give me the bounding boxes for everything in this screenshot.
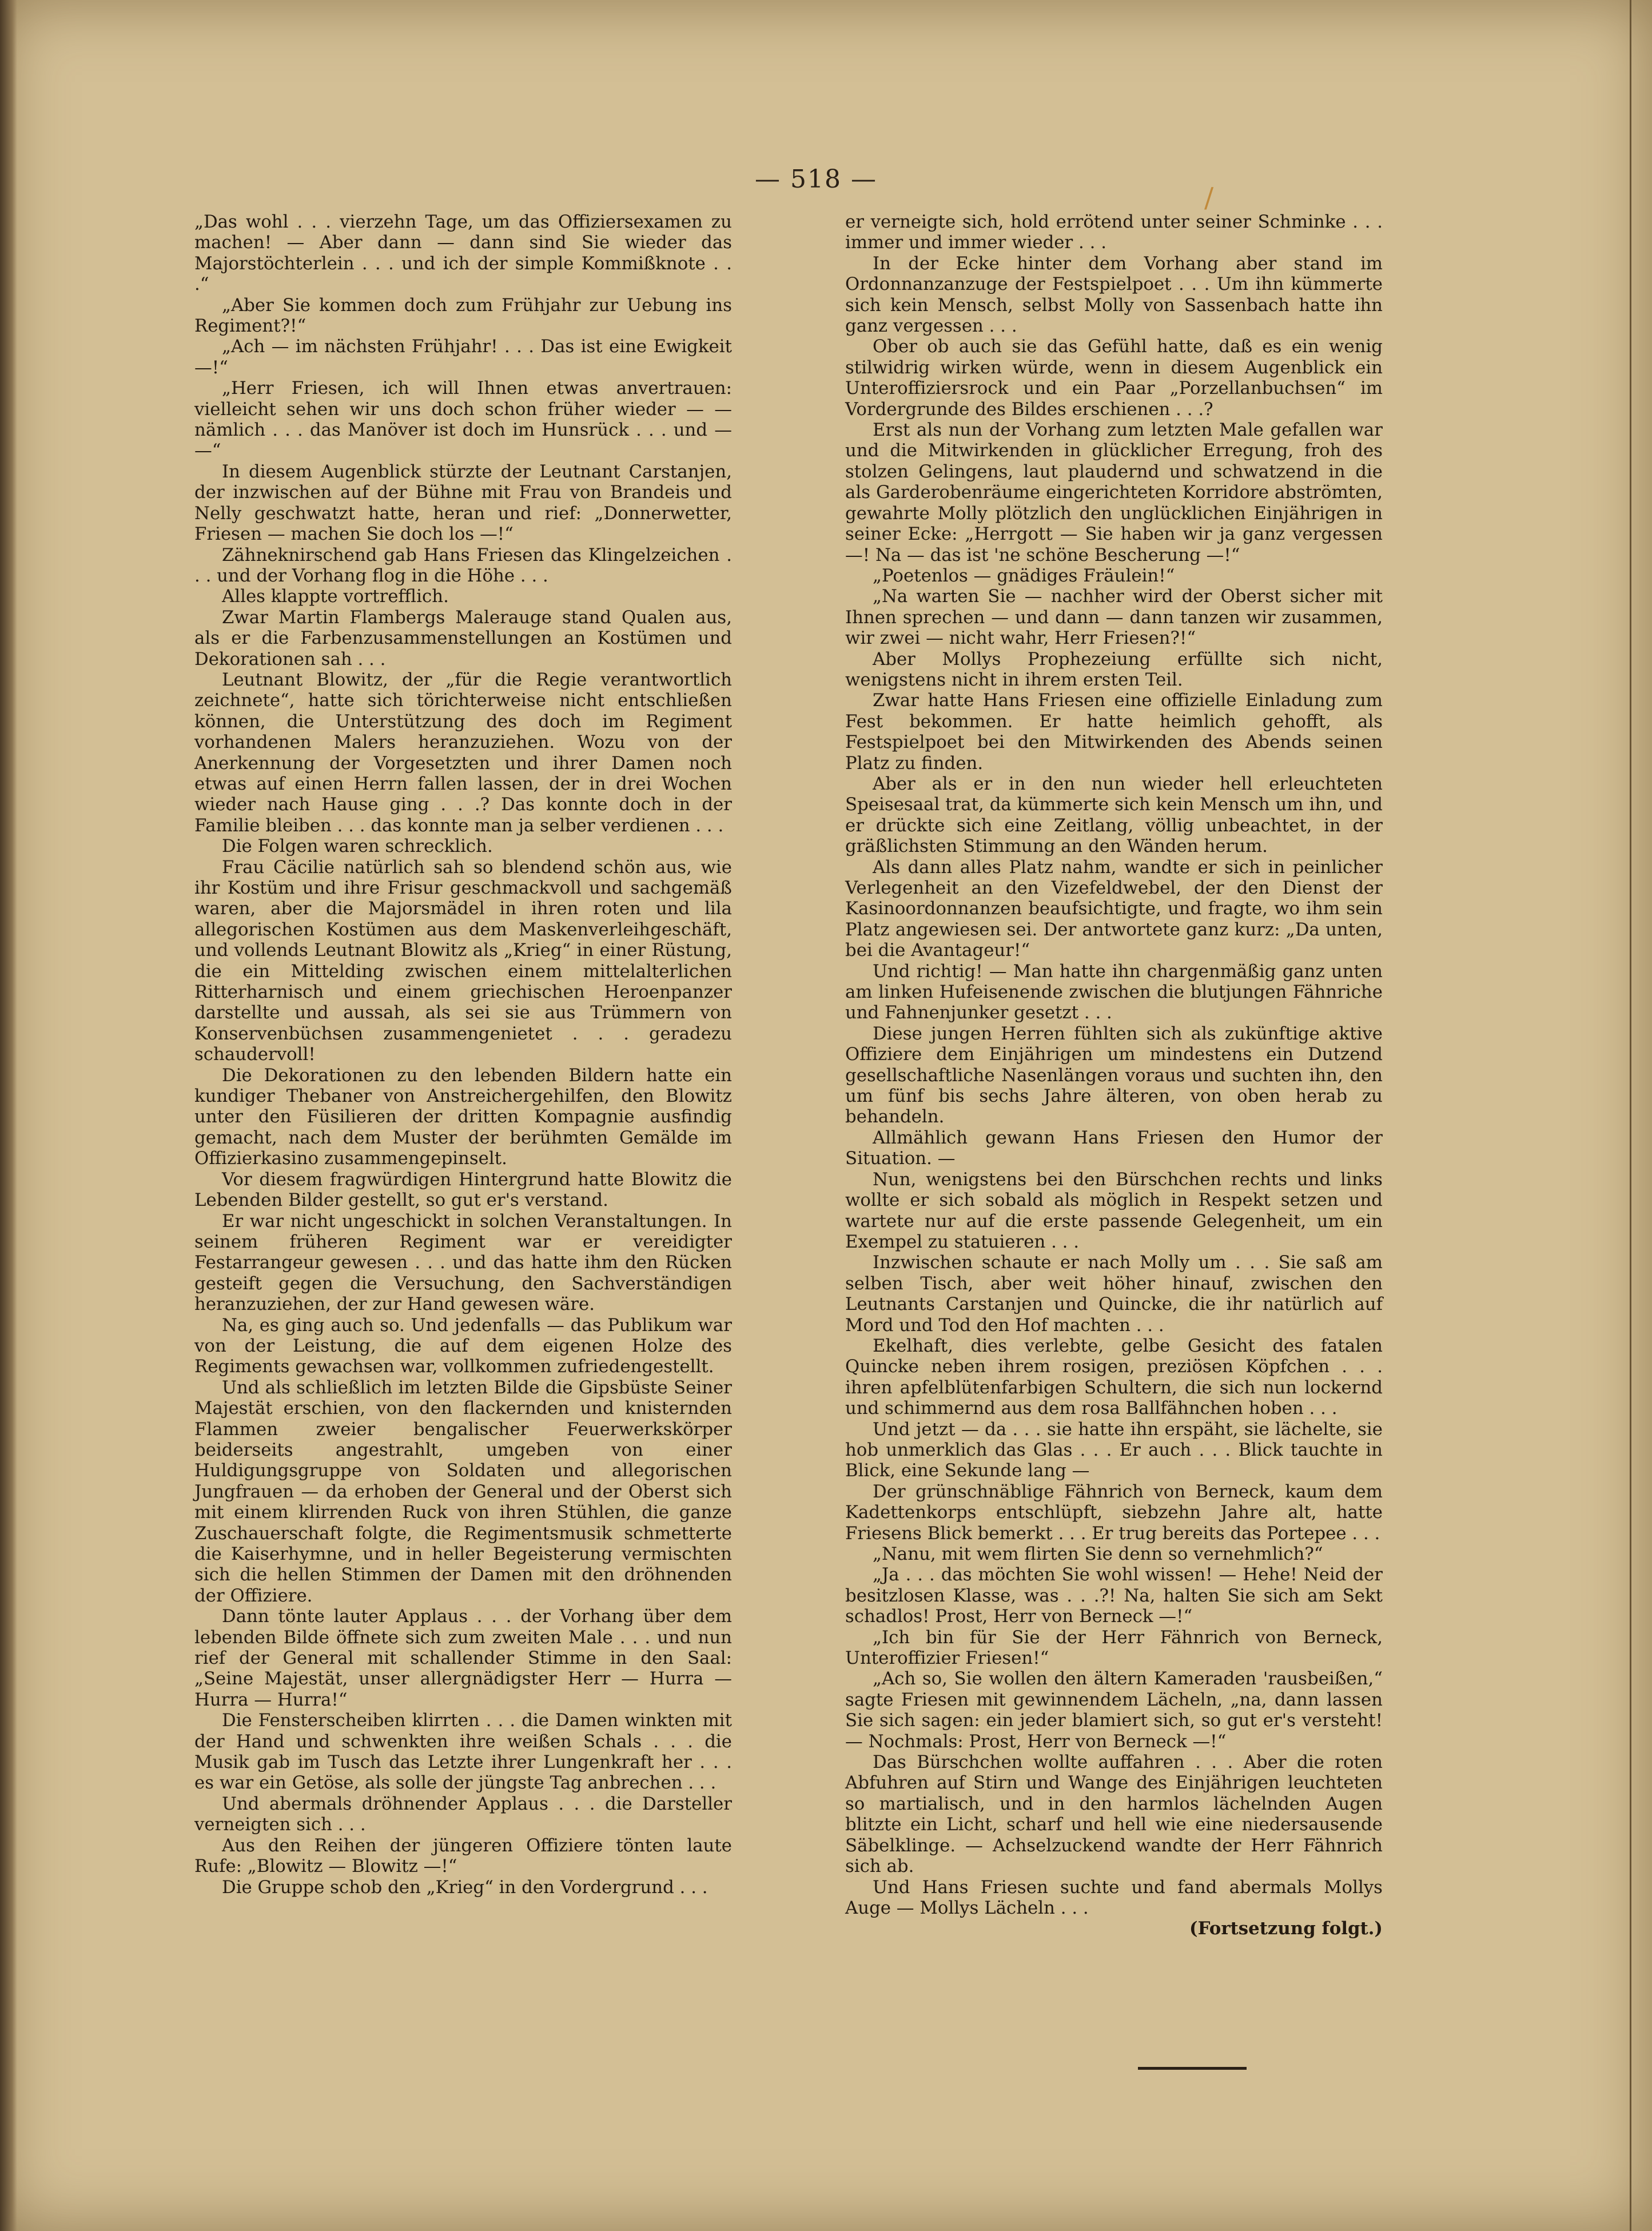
paragraph: „Poetenlos — gnädiges Fräulein!“ [873,565,1175,586]
paragraph: Die Gruppe schob den „Krieg“ in den Vordergrund . . . [222,1877,708,1898]
paragraph: Und jetzt — da . . . sie hatte ihn erspäht, sie lächelte, sie hob unmerklich das Glas . . . Er auch . . . Blick tauchte in Blick, eine Sekunde lang — [845,1419,1383,1481]
right-column [845,212,1383,1939]
paragraph: Ober ob auch sie das Gefühl hatte, daß es ein wenig stilwidrig wirken würde, wenn in diesem Augenblick ein Unteroffiziersrock und ein Paar „Porzellanbuchsen“ im Vordergrunde des Bildes erschienen . . .? [845,336,1383,420]
left-column [194,212,732,1898]
page-number: — 518 — [755,165,877,194]
paragraph: „Nanu, mit wem flirten Sie denn so vernehmlich?“ [873,1544,1323,1564]
paragraph: Aus den Reihen der jüngeren Offiziere tönten laute Rufe: „Blowitz — Blowitz —!“ [194,1835,732,1877]
paragraph: Die Fensterscheiben klirrten . . . die Damen winkten mit der Hand und schwenkten ihre weißen Schals . . . die Musik gab im Tusch das Letzte ihrer Lungenkraft her . . . es war ein Getöse, als solle der jüngste Tag anbrechen . . . [194,1710,732,1794]
paragraph: Frau Cäcilie natürlich sah so blendend schön aus, wie ihr Kostüm und ihre Frisur geschmackvoll und sachgemäß waren, aber die Majorsmädel in ihren roten und lila allegorischen Kostümen aus dem Maskenverleihgeschäft, und vollends Leutnant Blowitz als „Krieg“ in einer Rüstung, die ein Mittelding zwischen einem mittelalterlichen Ritterharnisch und einem griechischen Heroenpanzer darstellte und aussah, als sei sie aus Trümmern von Konservenbüchsen zusammengenietet . . . geradezu schaudervoll! [194,856,732,1065]
paragraph: Und Hans Friesen suchte und fand abermals Mollys Auge — Mollys Lächeln . . . [845,1877,1383,1918]
paragraph: Dann tönte lauter Applaus . . . der Vorhang über dem lebenden Bilde öffnete sich zum zweiten Male . . . und nun rief der General mit schallender Stimme in den Saal: „Seine Majestät, unser allergnädigster Herr — Hurra — Hurra — Hurra!“ [194,1606,732,1710]
paragraph: „Aber Sie kommen doch zum Frühjahr zur Uebung ins Regiment?!“ [194,294,732,337]
pencil-mark: / [1204,182,1214,214]
paragraph: „Herr Friesen, ich will Ihnen etwas anvertrauen: vielleicht sehen wir uns doch schon früher wieder — — nämlich . . . das Manöver ist doch im Hunsrück . . . und — —“ [194,378,732,461]
paragraph: Und abermals dröhnender Applaus . . . die Darsteller verneigten sich . . . [194,1793,732,1835]
paragraph: Zähneknirschend gab Hans Friesen das Klingelzeichen . . . und der Vorhang flog in die Höhe . . . [194,544,732,586]
page-edge-rule [1630,0,1631,2231]
paragraph: Erst als nun der Vorhang zum letzten Male gefallen war und die Mitwirkenden in glücklicher Erregung, froh des stolzen Gelingens, laut plaudernd und schwatzend in die als Garderobenräume eingerichteten Korridore abströmten, gewahrte Molly plötzlich den unglücklichen Einjährigen in seiner Ecke: „Herrgott — Sie haben wir ja ganz vergessen —! Na — das ist 'ne schöne Bescherung —!“ [845,420,1383,565]
paragraph: Die Folgen waren schrecklich. [222,836,493,857]
paragraph: In der Ecke hinter dem Vorhang aber stand im Ordonnanzanzuge der Festspielpoet . . . Um ihn kümmerte sich kein Mensch, selbst Molly von Sassenbach hatte ihn ganz vergessen . . . [845,253,1383,337]
continuation-note: (Fortsetzung folgt.) [1189,1918,1383,1939]
paragraph: Diese jungen Herren fühlten sich als zukünftige aktive Offiziere dem Einjährigen um mindestens ein Dutzend gesellschaftliche Nasenlängen voraus und suchten ihn, den um fünf bis sechs Jahre älteren, von oben herab zu behandeln. [845,1023,1383,1128]
book-binding-edge [0,0,17,2231]
paragraph: Aber Mollys Prophezeiung erfüllte sich nicht, wenigstens nicht in ihrem ersten Teil. [845,648,1383,690]
paragraph: Das Bürschchen wollte auffahren . . . Aber die roten Abfuhren auf Stirn und Wange des Einjährigen leuchteten so martialisch, und in den harmlos lächelnden Augen blitzte ein Licht, scharf und hell wie eine niedersausende Säbelklinge. — Achselzuckend wandte der Herr Fähnrich sich ab. [845,1752,1383,1877]
paragraph: Und als schließlich im letzten Bilde die Gipsbüste Seiner Majestät erschien, von den flackernden und knisternden Flammen zweier bengalischer Feuerwerkskörper beiderseits angestrahlt, umgeben von einer Huldigungsgruppe von Soldaten und allegorischen Jungfrauen — da erhoben der General und der Oberst sich mit einem klirrenden Ruck von ihren Stühlen, die ganze Zuschauerschaft folgte, die Regimentsmusik schmetterte die Kaiserhymne, und in heller Begeisterung vermischten sich die hellen Stimmen der Damen mit den dröhnenden der Offiziere. [194,1377,732,1606]
paragraph: Aber als er in den nun wieder hell erleuchteten Speisesaal trat, da kümmerte sich kein Mensch um ihn, und er drückte sich eine Zeitlang, völlig unbeachtet, in der gräßlichsten Stimmung an den Wänden herum. [845,773,1383,857]
end-rule [1138,2067,1247,2070]
paragraph: Na, es ging auch so. Und jedenfalls — das Publikum war von der Leistung, die auf dem eigenen Holze des Regiments gewachsen war, vollkommen zufriedengestellt. [194,1314,732,1377]
paragraph: Ekelhaft, dies verlebte, gelbe Gesicht des fatalen Quincke neben ihrem rosigen, preziösen Köpfchen . . . ihren apfelblütenfarbigen Schultern, die sich nun lockernd und schimmernd aus dem rosa Ballfähnchen hoben . . . [845,1335,1383,1419]
paragraph: Leutnant Blowitz, der „für die Regie verantwortlich zeichnete“, hatte sich törichterweise nicht entschließen können, die Unterstützung des doch im Regiment vorhandenen Malers heranzuziehen. Wozu von der Anerkennung der Vorgesetzten und ihrer Damen noch etwas auf einen Herrn fallen lassen, der in drei Wochen wieder nach Hause ging . . .? Das konnte doch in der Familie bleiben . . . das konnte man ja selber verdienen . . . [194,669,732,836]
paragraph: In diesem Augenblick stürzte der Leutnant Carstanjen, der inzwischen auf der Bühne mit Frau von Brandeis und Nelly geschwatzt hatte, heran und rief: „Donnerwetter, Friesen — machen Sie doch los —!“ [194,461,732,545]
paragraph: „Ach so, Sie wollen den ältern Kameraden 'rausbeißen,“ sagte Friesen mit gewinnendem Lächeln, „na, dann lassen Sie sich sagen: ein jeder blamiert sich, so gut er's versteht! — Nochmals: Prost, Herr von Berneck —!“ [845,1668,1383,1752]
paragraph: „Ach — im nächsten Frühjahr! . . . Das ist eine Ewigkeit —!“ [194,336,732,378]
paragraph: Zwar hatte Hans Friesen eine offizielle Einladung zum Fest bekommen. Er hatte heimlich gehofft, als Festspielpoet bei den Mitwirkenden des Abends seinen Platz zu finden. [845,690,1383,774]
paragraph: „Ich bin für Sie der Herr Fähnrich von Berneck, Unteroffizier Friesen!“ [845,1627,1383,1669]
paragraph: Die Dekorationen zu den lebenden Bildern hatte ein kundiger Thebaner von Anstreichergehilfen, den Blowitz unter den Füsilieren der dritten Kompagnie ausfindig gemacht, nach dem Muster der berühmten Gemälde im Offizierkasino zusammengepinselt. [194,1065,732,1169]
paragraph: Alles klappte vortrefflich. [222,586,449,607]
paragraph: er verneigte sich, hold errötend unter seiner Schminke . . . immer und immer wieder . . . [845,212,1383,253]
paragraph: Nun, wenigstens bei den Bürschchen rechts und links wollte er sich sobald als möglich in Respekt setzen und wartete nur auf die erste passende Gelegenheit, um ein Exempel zu statuieren . . . [845,1169,1383,1252]
paragraph: Und richtig! — Man hatte ihn chargenmäßig ganz unten am linken Hufeisenende zwischen die blutjungen Fähnriche und Fahnenjunker gesetzt . . . [845,961,1383,1023]
paragraph: „Na warten Sie — nachher wird der Oberst sicher mit Ihnen sprechen — und dann — dann tanzen wir zusammen, wir zwei — nicht wahr, Herr Friesen?!“ [845,586,1383,649]
paragraph: Inzwischen schaute er nach Molly um . . . Sie saß am selben Tisch, aber weit höher hinauf, zwischen den Leutnants Carstanjen und Quincke, die ihr natürlich auf Mord und Tod den Hof machten . . . [845,1252,1383,1336]
paragraph: „Das wohl . . . vierzehn Tage, um das Offiziersexamen zu machen! — Aber dann — dann sind Sie wieder das Majorstöchterlein . . . und ich der simple Kommißknote . . .“ [194,212,732,295]
paragraph: Allmählich gewann Hans Friesen den Humor der Situation. — [845,1127,1383,1169]
paragraph: Als dann alles Platz nahm, wandte er sich in peinlicher Verlegenheit an den Vizefeldwebel, der den Dienst der Kasinoordonnanzen beaufsichtigte, und fragte, wo ihm sein Platz angewiesen sei. Der antwortete ganz kurz: „Da unten, bei die Avantageur!“ [845,856,1383,961]
paragraph: „Ja . . . das möchten Sie wohl wissen! — Hehe! Neid der besitzlosen Klasse, was . . .?! Na, halten Sie sich am Sekt schadlos! Prost, Herr von Berneck —!“ [845,1564,1383,1627]
paragraph: Er war nicht ungeschickt in solchen Veranstaltungen. In seinem früheren Regiment war er vereidigter Festarrangeur gewesen . . . und das hatte ihm den Rücken gesteift gegen die Versuchung, den Sachverständigen heranzuziehen, der zur Hand gewesen wäre. [194,1210,732,1315]
paragraph: Vor diesem fragwürdigen Hintergrund hatte Blowitz die Lebenden Bilder gestellt, so gut er's verstand. [194,1169,732,1211]
paragraph: Der grünschnäblige Fähnrich von Berneck, kaum dem Kadettenkorps entschlüpft, siebzehn Jahre alt, hatte Friesens Blick bemerkt . . . Er trug bereits das Portepee . . . [845,1481,1383,1544]
paragraph: Zwar Martin Flambergs Malerauge stand Qualen aus, als er die Farbenzusammenstellungen an Kostümen und Dekorationen sah . . . [194,607,732,670]
